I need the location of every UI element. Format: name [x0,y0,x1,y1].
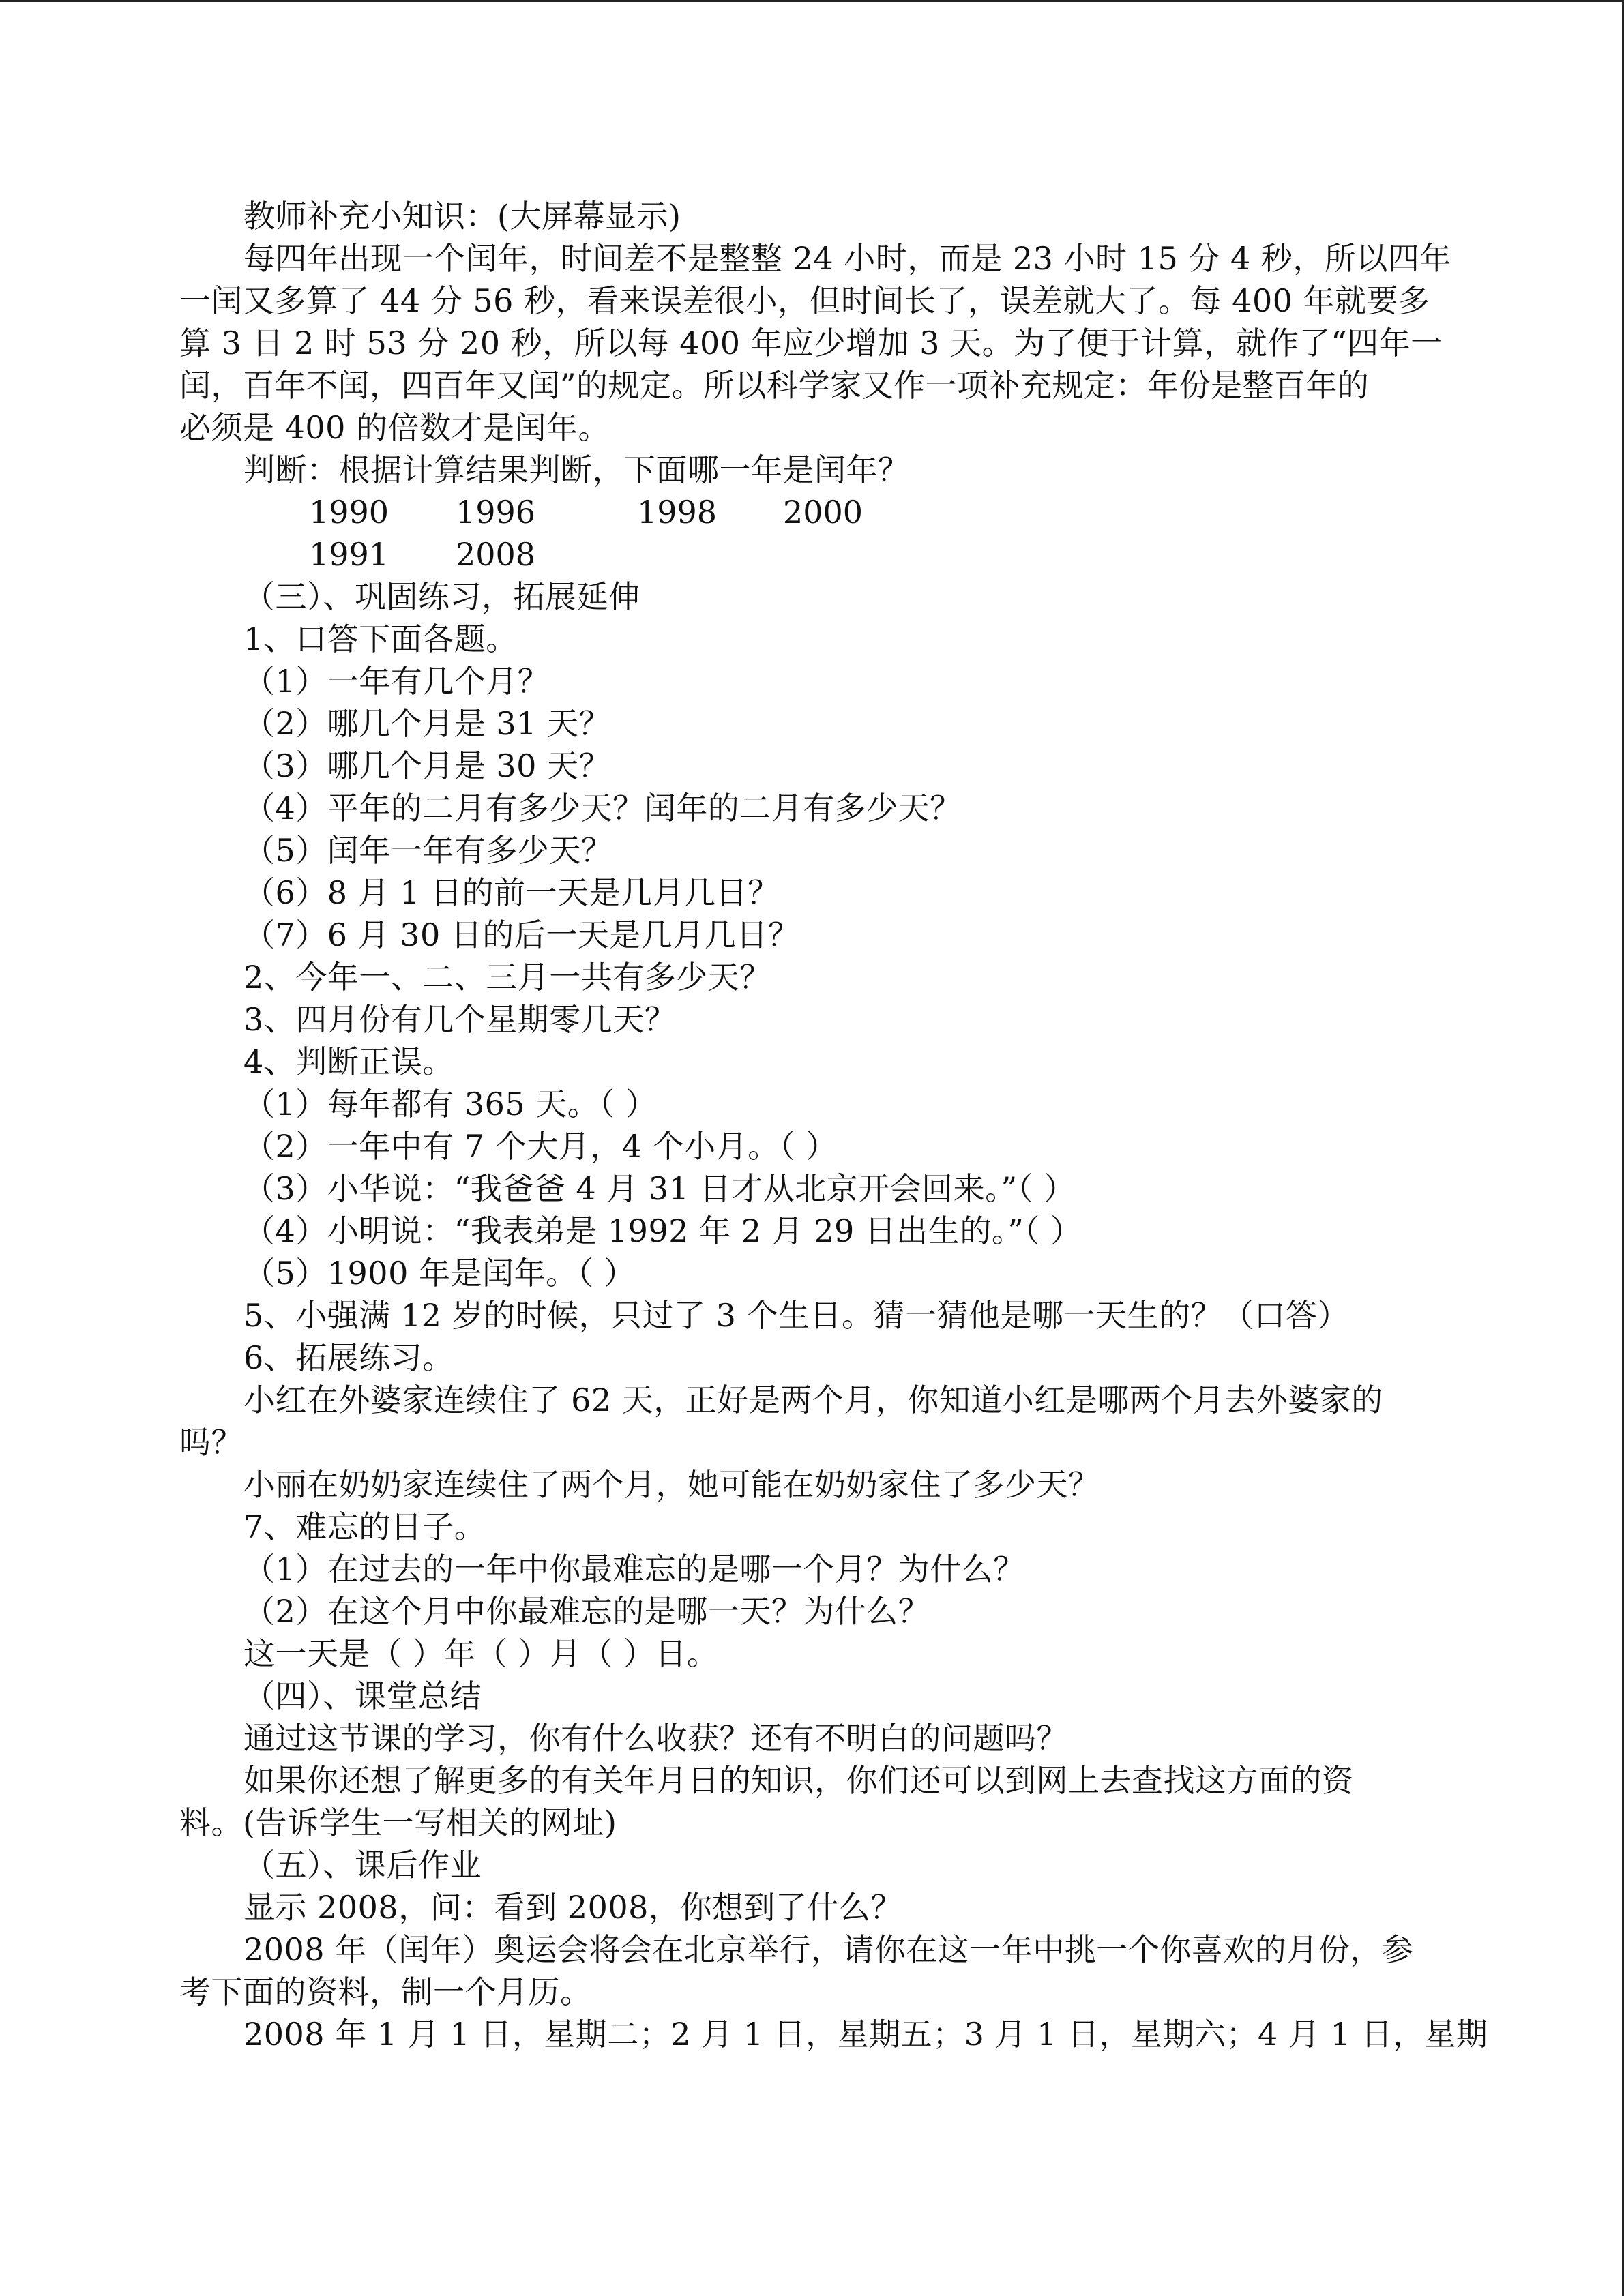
question-line: 4、判断正误。 [243,1043,454,1080]
paragraph-line: 2008 年（闰年）奥运会将会在北京举行，请你在这一年中挑一个你喜欢的月份，参 [243,1931,1414,1968]
paragraph-line: 2008 年 1 月 1 日，星期二；2 月 1 日，星期五；3 月 1 日，星期六；4 月 1 日，星期 [243,2016,1488,2053]
true-false-item: （2）一年中有 7 个大月，4 个小月。（ ） [243,1128,838,1165]
paragraph-line: 小丽在奶奶家连续住了两个月，她可能在奶奶家住了多少天？ [243,1466,1100,1503]
question-line: （1）一年有几个月？ [243,663,550,700]
question-line: （2）在这个月中你最难忘的是哪一天？为什么？ [243,1593,930,1630]
question-line: （6）8 月 1 日的前一天是几月几日？ [243,874,780,911]
question-line: （1）在过去的一年中你最难忘的是哪一个月？为什么？ [243,1551,1025,1587]
year-option: 1991 [309,536,389,573]
year-option: 1996 [456,494,536,531]
question-line: 3、四月份有几个星期零几天？ [243,1001,677,1038]
paragraph-line: 判断：根据计算结果判断，下面哪一年是闰年？ [243,451,910,488]
paragraph-line: 通过这节课的学习，你有什么收获？还有不明白的问题吗？ [243,1720,1068,1757]
paragraph-line: 显示 2008，问：看到 2008，你想到了什么？ [243,1889,902,1926]
paragraph-line: 料。(告诉学生一写相关的网址) [179,1804,617,1841]
paragraph-line: 教师补充小知识：(大屏幕显示) [243,198,681,235]
year-option: 2008 [456,536,536,573]
true-false-item: （4）小明说：“我表弟是 1992 年 2 月 29 日出生的。”（ ） [243,1212,1082,1249]
paragraph-line: 如果你还想了解更多的有关年月日的知识，你们还可以到网上去查找这方面的资 [243,1762,1354,1799]
section-heading: （三）、巩固练习，拓展延伸 [243,578,640,615]
question-line: 1、口答下面各题。 [243,621,518,657]
year-option: 1990 [309,494,389,531]
paragraph-line: 算 3 日 2 时 53 分 20 秒，所以每 400 年应少增加 3 天。为了便于计算，就作了“四年一 [179,325,1443,361]
paragraph-line: 小红在外婆家连续住了 62 天，正好是两个月，你知道小红是哪两个月去外婆家的 [243,1382,1383,1418]
question-line: 5、小强满 12 岁的时候，只过了 3 个生日。猜一猜他是哪一天生的？（口答） [243,1297,1350,1334]
section-heading: （五）、课后作业 [243,1847,482,1883]
question-line: （4）平年的二月有多少天？闰年的二月有多少天？ [243,790,962,826]
paragraph-line: 吗？ [179,1424,243,1461]
year-option: 1998 [637,494,718,531]
page-border-top [0,0,1624,2]
question-line: （2）哪几个月是 31 天？ [243,705,611,742]
paragraph-line: 一闰又多算了 44 分 56 秒，看来误差很小，但时间长了，误差就大了。每 400 年就要多 [179,282,1430,319]
question-line: （5）闰年一年有多少天？ [243,832,613,869]
true-false-item: （1）每年都有 365 天。（ ） [243,1086,658,1122]
question-line: （7）6 月 30 日的后一天是几月几日？ [243,916,800,953]
paragraph-line: 每四年出现一个闰年，时间差不是整整 24 小时，而是 23 小时 15 分 4 秒，所以四年 [243,240,1451,277]
question-line: 6、拓展练习。 [243,1339,454,1376]
true-false-item: （5）1900 年是闰年。（ ） [243,1255,636,1292]
section-heading: （四）、课堂总结 [243,1678,482,1714]
paragraph-line: 闰，百年不闰，四百年又闰”的规定。所以科学家又作一项补充规定：年份是整百年的 [179,367,1370,404]
fill-in-line: 这一天是（ ）年（ ）月（ ）日。 [243,1635,719,1672]
paragraph-line: 考下面的资料，制一个月历。 [179,1973,592,2010]
paragraph-line: 必须是 400 的倍数才是闰年。 [179,409,610,446]
true-false-item: （3）小华说：“我爸爸 4 月 31 日才从北京开会回来。”（ ） [243,1170,1076,1207]
question-line: 2、今年一、二、三月一共有多少天？ [243,959,771,996]
question-line: 7、难忘的日子。 [243,1508,486,1545]
year-option: 2000 [783,494,863,531]
question-line: （3）哪几个月是 30 天？ [243,747,611,784]
